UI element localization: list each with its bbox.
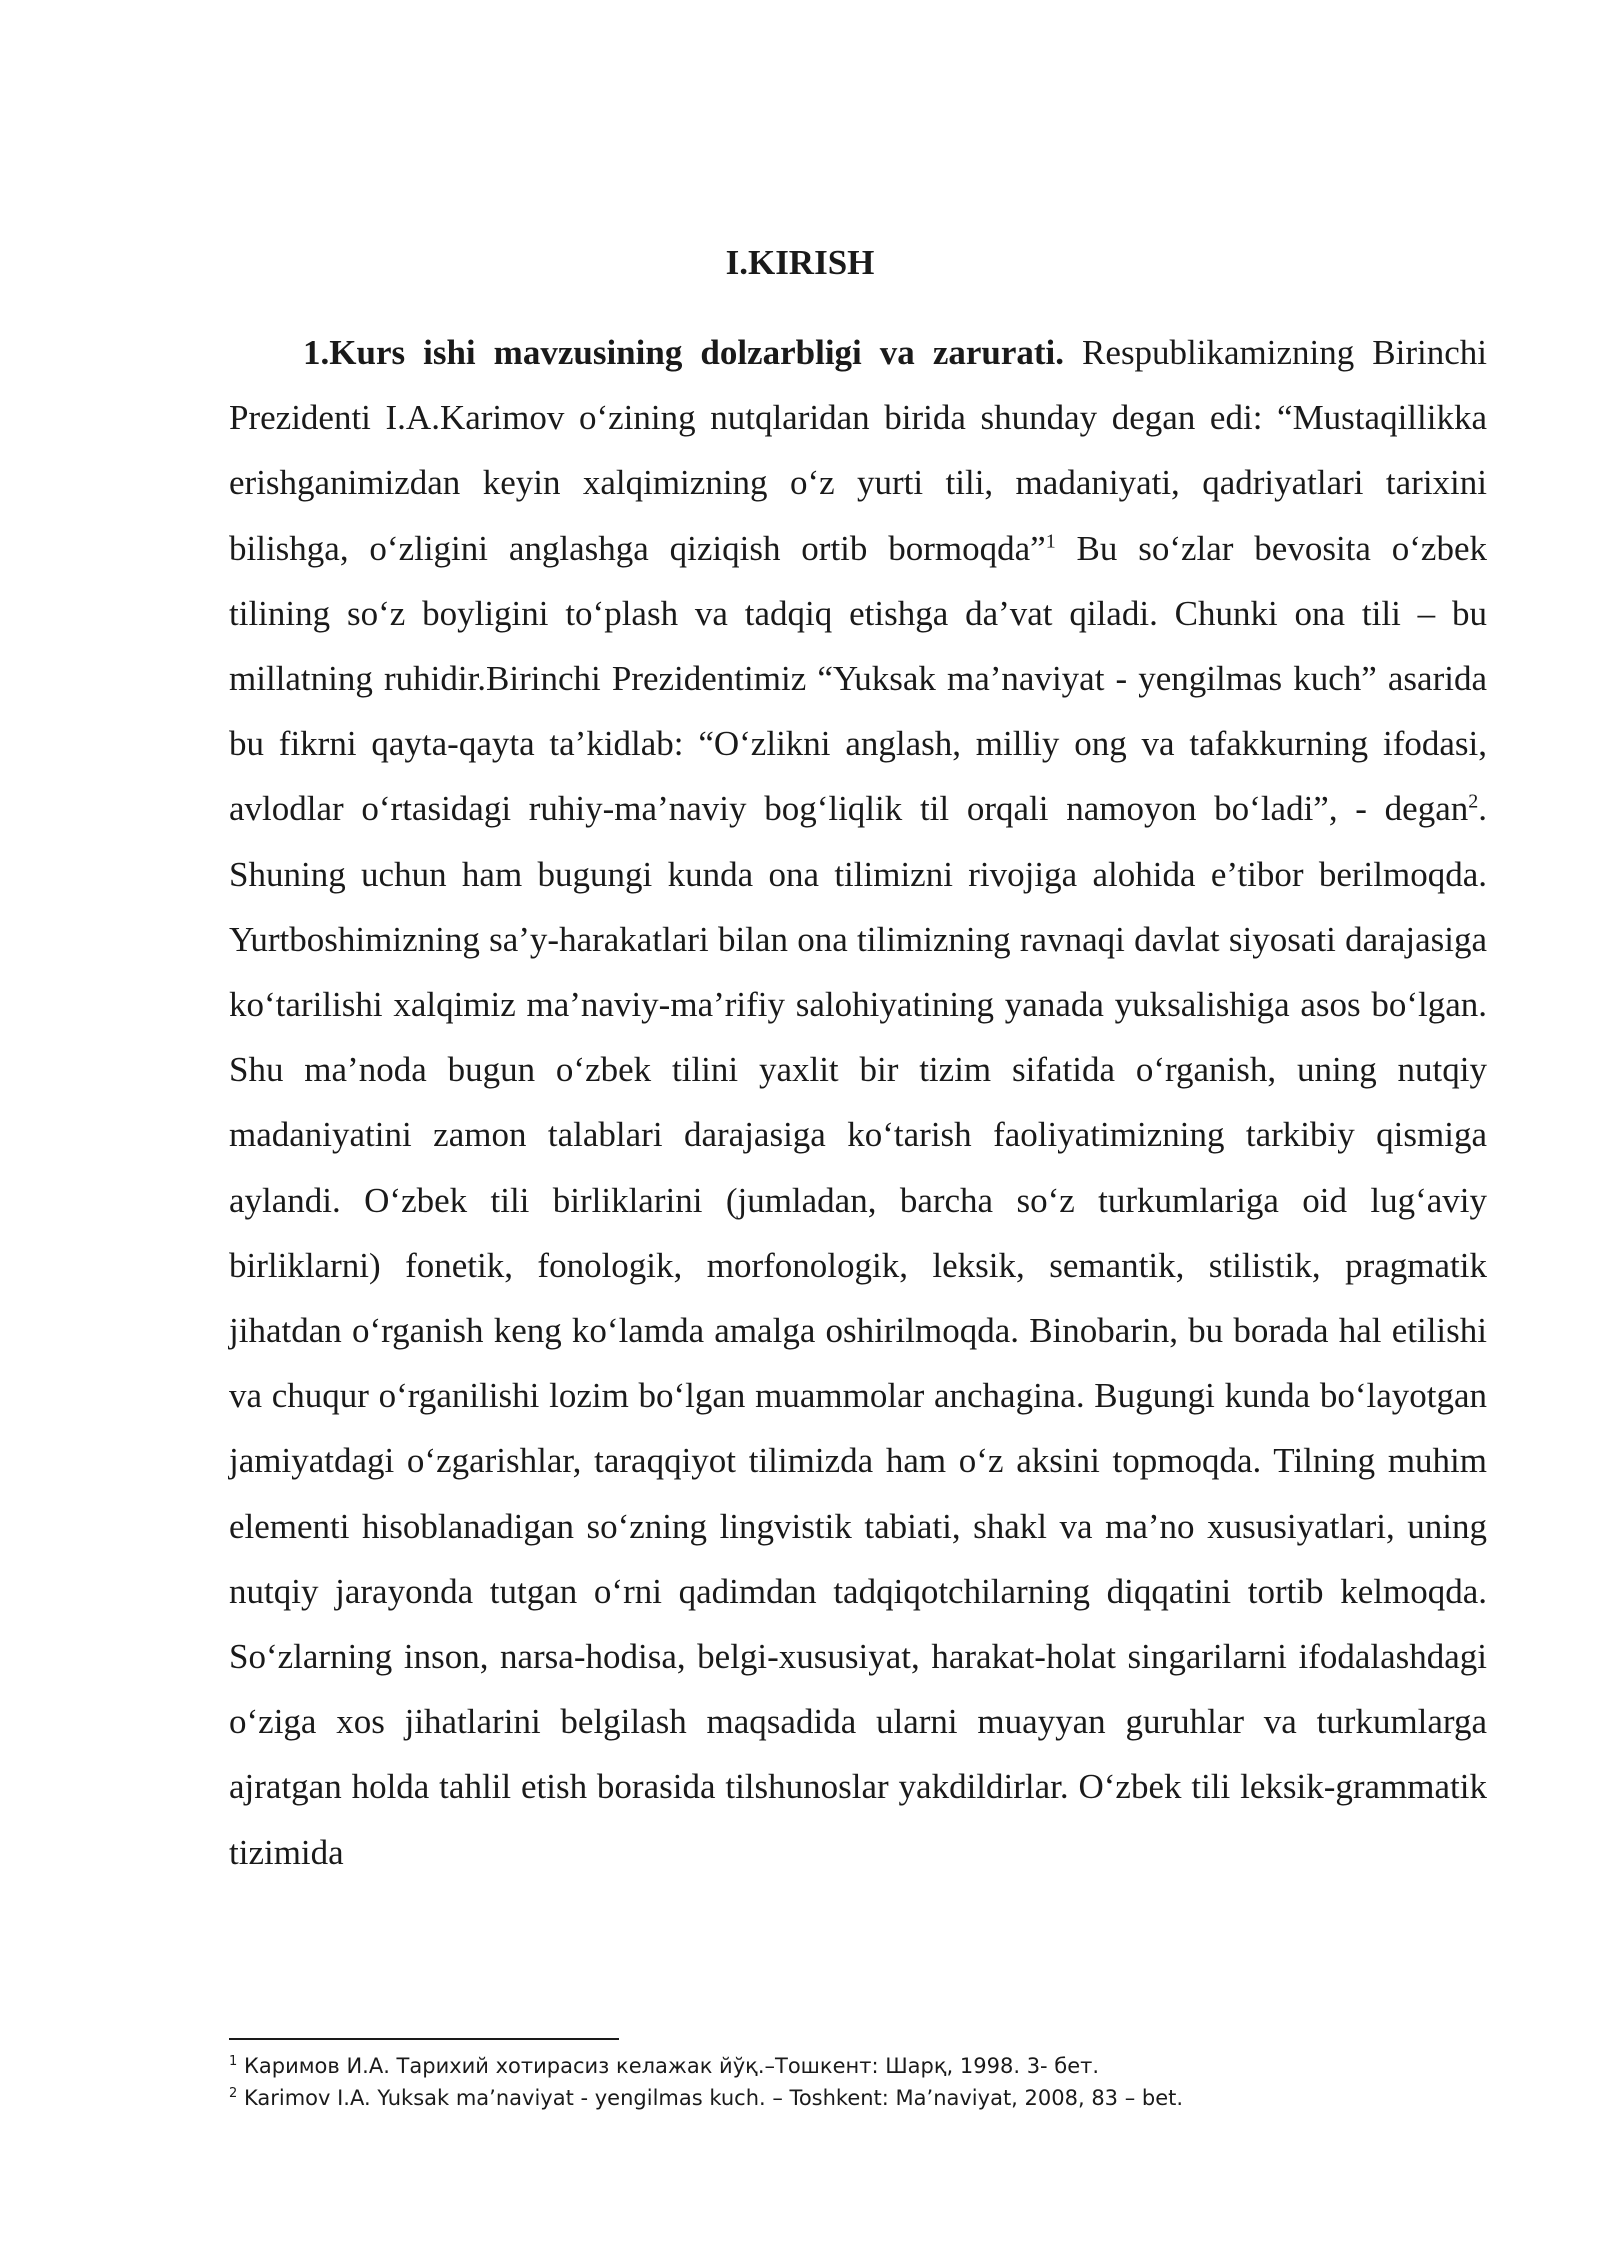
footnote-1 — [229, 2050, 1487, 2082]
paragraph-text-3: . Shuning uchun ham bugungi kunda ona tilimizni rivojiga alohida e’tibor berilmoqda. Yurtboshimizning sa’y-harakatlari bilan ona tilimizning ravnaqi davlat siyosati darajasiga ko‘tarilishi xalqimiz ma’naviy-ma’rifiy salohiyatining yanada yuksalishiga asos bo‘lgan. Shu ma’noda bugun o‘zbek tilini yaxlit bir tizim sifatida o‘rganish, uning nutqiy madaniyatini zamon talablari darajasiga ko‘tarish faoliyatimizning tarkibiy qismiga aylandi. O‘zbek tili birliklarini (jumladan, barcha so‘z turkumlariga oid lug‘aviy birliklarni) fonetik, fonologik, morfonologik, leksik, semantik, stilistik, pragmatik jihatdan o‘rganish keng ko‘lamda amalga oshirilmoqda. Binobarin, bu borada hal etilishi va chuqur o‘rganilishi lozim bo‘lgan muammolar anchagina. Bugungi kunda bo‘layotgan jamiyatdagi o‘zgarishlar, taraqqiyot tilimizda ham o‘z aksini topmoqda. Tilning muhim elementi hisoblanadigan so‘zning lingvistik tabiati, shakl va ma’no xususiyatlari, uning nutqiy jarayonda tutgan o‘rni qadimdan tadqiqotchilarning diqqatini tortib kelmoqda. So‘zlarning inson, narsa-hodisa, belgi-xususiyat, harakat-holat singarilarni ifodalashdagi o‘ziga xos jihatlarini belgilash maqsadida ularni muayyan guruhlar va turkumlarga ajratgan holda tahlil etish borasida tilshunoslar yakdildirlar. O‘zbek tili leksik-grammatik tizimida — [229, 789, 1487, 1872]
footnote-number: 1 — [229, 2054, 238, 2069]
footnote-text: Каримов И.А. Тарихий хотирасиз келажак йўқ.–Тошкент: Шарқ, 1998. 3- бет. — [237, 2054, 1100, 2078]
body-paragraph — [229, 320, 1487, 1885]
footnote-text: Karimov I.A. Yuksak ma’naviyat - yengilmas kuch. – Toshkent: Ma’naviyat, 2008, 83 – bet. — [237, 2086, 1184, 2110]
footnote-ref-2: 2 — [1468, 790, 1479, 813]
paragraph-text-2: Bu so‘zlar bevosita o‘zbek tilining so‘z boyligini to‘plash va tadqiq etishga da’vat qiladi. Chunki ona tili – bu millatning ruhidir.Birinchi Prezidentimiz “Yuksak ma’naviyat - yengilmas kuch” asarida bu fikrni qayta-qayta ta’kidlab: “O‘zlikni anglash, milliy ong va tafakkurning ifodasi, avlodlar o‘rtasidagi ruhiy-ma’naviy bog‘liqlik til orqali namoyon bo‘ladi”, - degan — [229, 528, 1487, 829]
footnotes-section — [229, 2050, 1487, 2114]
footnote-ref-1: 1 — [1045, 529, 1056, 552]
paragraph-text-1: Respublikamizning Birinchi Prezidenti I.A.Karimov o‘zining nutqlaridan birida shunday degan edi: “Mustaqillikka erishganimizdan keyin xalqimizning o‘z yurti tili, madaniyati, qadriyatlari tarixini bilishga, o‘zligini anglashga qiziqish ortib bormoqda” — [229, 333, 1487, 568]
footnote-separator — [229, 2038, 619, 2040]
footnote-number: 2 — [229, 2086, 238, 2101]
footnote-2 — [229, 2082, 1487, 2114]
section-heading: I.KIRISH — [725, 243, 875, 282]
paragraph-lead: 1.Kurs ishi mavzusining dolzarbligi va zarurati. — [303, 333, 1065, 372]
